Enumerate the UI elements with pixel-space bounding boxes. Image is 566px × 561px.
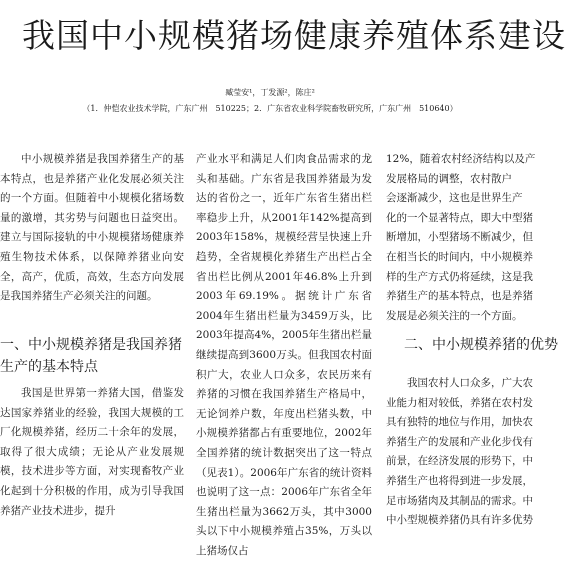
text-line: 养猪生产的发展和产业化步伐有 [386, 435, 533, 448]
column-3-paragraph-2 [386, 374, 546, 531]
article-authors: 臧莹安¹，丁发源²，陈庄² [225, 88, 315, 97]
text-line: 断增加，小型猪场不断减少，但 [386, 231, 533, 244]
section-heading-1: 一、中小规模养猪是我国养猪生产的基本特点 [0, 337, 182, 375]
intro-paragraph: 中小规模养猪是我国养猪生产的基本特点，也是养猪产业化发展必须关注的一个方面。但随着中小规模化猪场数量的激增，其劣势与问题也日益突出。建立与国际接轨的中小规模猪场健康养殖生物技术体系，以保障养猪业向安全，高产，优质，高效，生态方向发展是我国养猪生产必须关注的问题。 [0, 153, 184, 303]
text-line: 中小型规模养猪仍具有许多优势 [386, 514, 533, 527]
text-line: 前景，在经济发展的形势下，中 [386, 455, 533, 468]
text-line: 12%，随着农村经济结构以及产 [386, 153, 536, 165]
text-line: 养猪生产的基本特点，也是养猪 [386, 290, 533, 303]
section-1-paragraph: 我国是世界第一养猪大国，借鉴发达国家养猪业的经验，我国大规模的工厂化规模养猪，经历二十余年的发展，取得了很大成绩；无论从产业发展规模，技术进步等方面，对实现畜牧产业化起到十分积极的作用，成为引导我国养猪产业技术进步，提升 [0, 387, 184, 517]
text-line: 养猪生产也将得到进一步发展， [386, 474, 533, 487]
text-line: 在相当长的时间内，中小规模养 [386, 250, 533, 263]
text-line: 发展格局的调整，农村散户 [386, 172, 512, 185]
text-line: 业能力相对较低，养猪在农村发 [386, 396, 533, 409]
article-affiliation: （1．仲恺农业技术学院，广东广州 510225；2．广东省农业科学院畜牧研究所，广东广州 510640） [82, 104, 458, 113]
text-line: 发展是必须关注的一个方面。 [386, 309, 523, 322]
column-3-paragraph-1 [386, 150, 546, 326]
text-line: 具有独特的地位与作用，加快农 [386, 416, 533, 429]
text-line: 化的一个显著特点，即大中型猪 [386, 211, 533, 224]
text-line: 足市场猪肉及其制品的需求。中 [386, 494, 533, 507]
text-line: 样的生产方式仍将延续，这是我 [386, 270, 533, 283]
section-heading-2: 二、中小规模养猪的优势 [404, 337, 558, 353]
text-line: 我国农村人口众多，广大农 [386, 377, 533, 389]
article-title: 我国中小规模猪场健康养殖体系建设 [22, 16, 566, 55]
text-line: 会逐渐减少，这也是世界生产 [386, 192, 523, 205]
column-2-paragraph: 产业水平和满足人们肉食品需求的龙头和基础。广东省是我国养猪最为发达的省份之一，近年广东省生猪出栏率稳步上升，从2001年142%提高到2003年158%，规模经营呈快速上升趋势，全省规模化养猪生产出栏占全省出栏比例从2001年46.8%上升到2003年69.19%。据统计广东省2004年生猪出栏量为3459万头，比2003年提高4%，2005年生猪出栏量继续提高到3600万头。但我国农村面积广大，农业人口众多，农民历来有养猪的习惯在我国养猪生产格局中，无论饲养户数，年度出栏猪头数，中小规模养猪都占有重要地位，2002年全国养猪的统计数据突出了这一特点（见表1）。2006年广东省的统计资料也说明了这一点：2006年广东省全年生猪出栏量为3662万头，其中3000头以下中小规模养殖占35%，万头以上猪场仅占 [196, 153, 372, 557]
